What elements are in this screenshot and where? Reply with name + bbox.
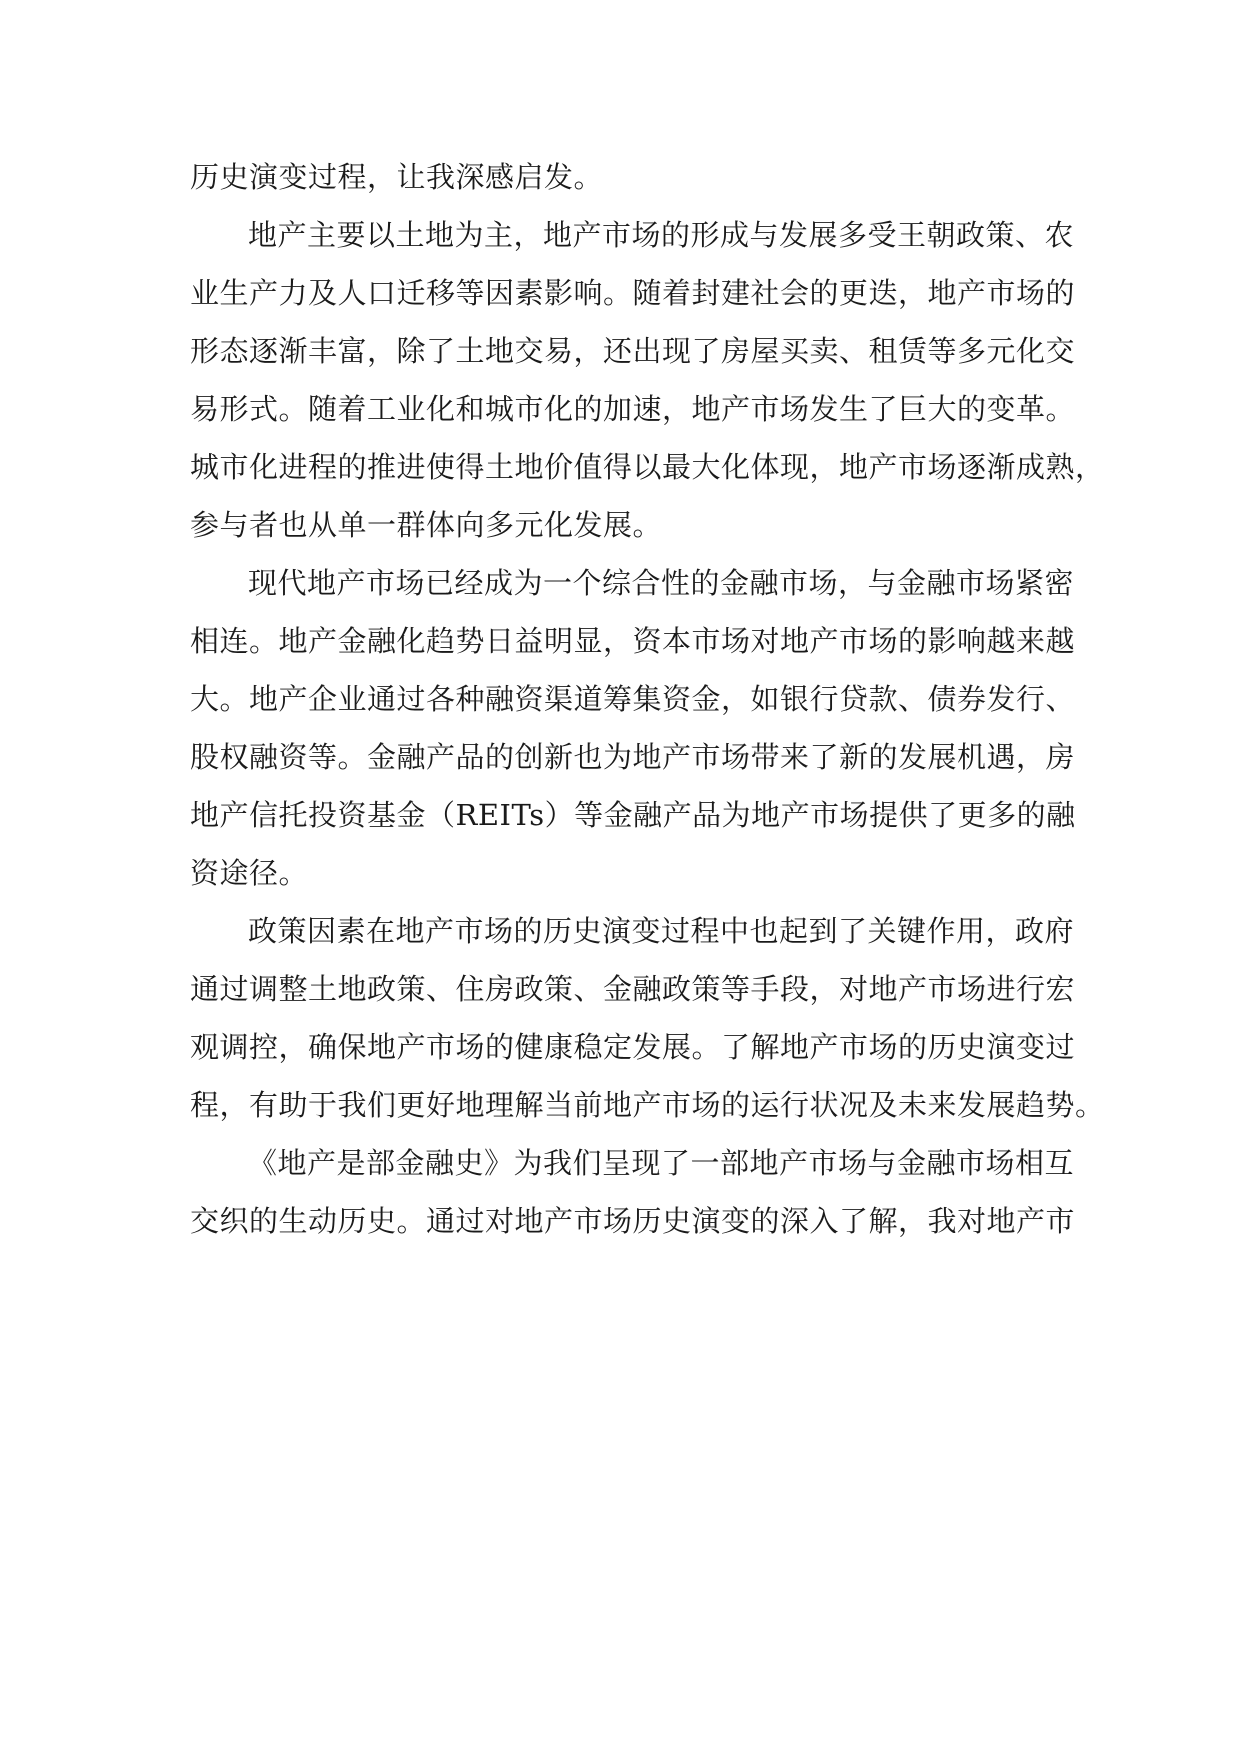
text-line: 地产主要以土地为主，地产市场的形成与发展多受王朝政策、农 — [248, 218, 1075, 252]
text-line: 参与者也从单一群体向多元化发展。 — [190, 508, 663, 542]
text-line: 资途径。 — [190, 856, 309, 890]
text-line: 地产信托投资基金（REITs）等金融产品为地产市场提供了更多的融 — [190, 798, 1076, 832]
paragraph — [190, 1134, 1076, 1250]
text-line: 股权融资等。金融产品的创新也为地产市场带来了新的发展机遇，房 — [190, 740, 1076, 774]
paragraph — [190, 554, 1076, 902]
text-line: 业生产力及人口迁移等因素影响。随着封建社会的更迭，地产市场的 — [190, 276, 1076, 310]
body-text — [190, 148, 1105, 1250]
text-line: 相连。地产金融化趋势日益明显，资本市场对地产市场的影响越来越 — [190, 624, 1076, 658]
text-line: 现代地产市场已经成为一个综合性的金融市场，与金融市场紧密 — [248, 566, 1075, 600]
text-line: 《地产是部金融史》为我们呈现了一部地产市场与金融市场相互 — [248, 1146, 1075, 1180]
text-line: 交织的生动历史。通过对地产市场历史演变的深入了解，我对地产市 — [190, 1204, 1076, 1238]
text-line: 观调控，确保地产市场的健康稳定发展。了解地产市场的历史演变过 — [190, 1030, 1076, 1064]
text-line: 易形式。随着工业化和城市化的加速，地产市场发生了巨大的变革。 — [190, 392, 1076, 426]
text-line: 通过调整土地政策、住房政策、金融政策等手段，对地产市场进行宏 — [190, 972, 1076, 1006]
text-line: 政策因素在地产市场的历史演变过程中也起到了关键作用，政府 — [248, 914, 1075, 948]
text-line: 形态逐渐丰富，除了土地交易，还出现了房屋买卖、租赁等多元化交 — [190, 334, 1076, 368]
paragraph — [190, 902, 1105, 1134]
paragraph — [190, 206, 1105, 554]
text-line: 城市化进程的推进使得土地价值得以最大化体现，地产市场逐渐成熟， — [190, 450, 1105, 484]
paragraph — [190, 148, 1070, 206]
text-line: 历史演变过程，让我深感启发。 — [190, 160, 604, 194]
text-line: 程，有助于我们更好地理解当前地产市场的运行状况及未来发展趋势。 — [190, 1088, 1105, 1122]
text-line: 大。地产企业通过各种融资渠道筹集资金，如银行贷款、债券发行、 — [190, 682, 1076, 716]
